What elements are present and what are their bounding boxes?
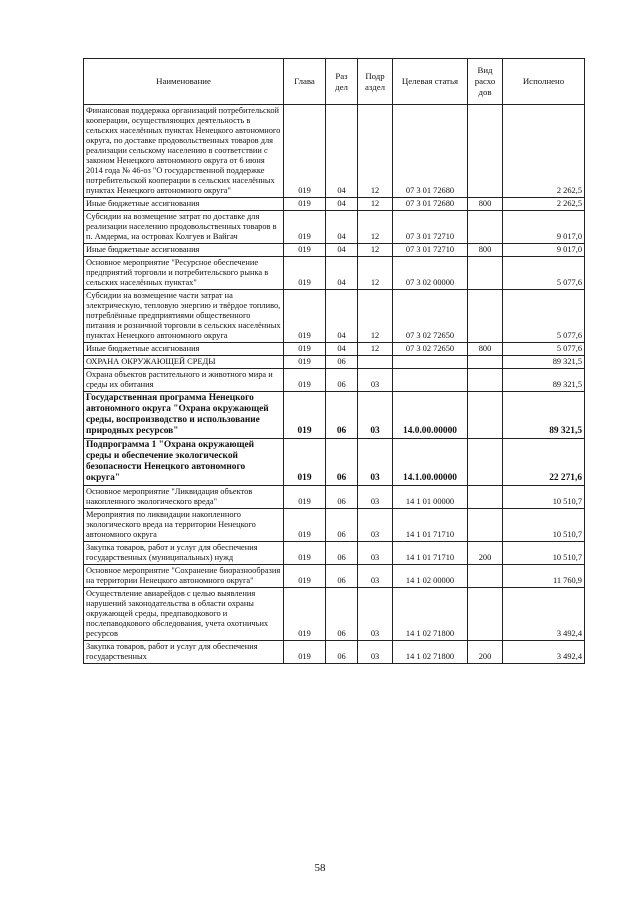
table-body: [84, 105, 585, 664]
row-name: Мероприятия по ликвидации накопленного экологического вреда на территории Ненецкого автономного округа: [84, 509, 284, 542]
table-row: [84, 244, 585, 257]
table-row: [84, 343, 585, 356]
table-row: [84, 439, 585, 486]
header-ispolneno: Исполнено: [503, 59, 585, 105]
row-podrazdel: 12: [358, 105, 393, 198]
row-name: Субсидии на возмещение затрат по доставке для реализации населению продовольственных товаров в п. Амдерма, на островах Колгуев и Вайгач: [84, 211, 284, 244]
row-glava: 019: [284, 356, 326, 369]
row-name: ОХРАНА ОКРУЖАЮЩЕЙ СРЕДЫ: [84, 356, 284, 369]
row-vid: [468, 369, 503, 392]
table-row: [84, 369, 585, 392]
header-podrazdel: Подр аздел: [358, 59, 393, 105]
table-row: [84, 356, 585, 369]
row-name: Охрана объектов растительного и животного мира и среды их обитания: [84, 369, 284, 392]
row-razdel: 06: [326, 486, 358, 509]
row-ispolneno: 10 510,7: [503, 486, 585, 509]
table-row: [84, 509, 585, 542]
budget-table: [83, 58, 585, 664]
row-razdel: 06: [326, 356, 358, 369]
row-statya: 14 1 01 71710: [393, 509, 468, 542]
table-row: [84, 257, 585, 290]
row-glava: 019: [284, 641, 326, 664]
row-glava: 019: [284, 257, 326, 290]
row-statya: 14 1 01 00000: [393, 486, 468, 509]
table-row: [84, 486, 585, 509]
row-glava: 019: [284, 542, 326, 565]
row-glava: 019: [284, 290, 326, 343]
row-podrazdel: 12: [358, 290, 393, 343]
row-vid: [468, 588, 503, 641]
row-razdel: 06: [326, 588, 358, 641]
row-statya: [393, 369, 468, 392]
row-name: Иные бюджетные ассигнования: [84, 343, 284, 356]
row-glava: 019: [284, 343, 326, 356]
header-name: Наименование: [84, 59, 284, 105]
row-statya: 07 3 01 72710: [393, 211, 468, 244]
row-vid: 200: [468, 542, 503, 565]
row-statya: 14.0.00.00000: [393, 392, 468, 439]
row-ispolneno: 5 077,6: [503, 290, 585, 343]
row-ispolneno: 89 321,5: [503, 369, 585, 392]
table-row: [84, 565, 585, 588]
row-ispolneno: 9 017,0: [503, 211, 585, 244]
row-ispolneno: 2 262,5: [503, 198, 585, 211]
row-statya: 07 3 02 00000: [393, 257, 468, 290]
row-name: Субсидии на возмещение части затрат на электрическую, тепловую энергию и твёрдое топливо, потреблённые предприятиями общественного питания и розничной торговли в сельских населённых пунктах Ненецкого автономного округа: [84, 290, 284, 343]
row-vid: [468, 356, 503, 369]
row-razdel: 04: [326, 244, 358, 257]
row-podrazdel: 12: [358, 211, 393, 244]
row-name: Государственная программа Ненецкого автономного округа "Охрана окружающей среды, воспроизводство и использование природных ресурсов": [84, 392, 284, 439]
row-podrazdel: 12: [358, 244, 393, 257]
row-podrazdel: 03: [358, 486, 393, 509]
row-vid: 800: [468, 343, 503, 356]
table-row: [84, 542, 585, 565]
row-vid: [468, 392, 503, 439]
row-ispolneno: 5 077,6: [503, 257, 585, 290]
row-razdel: 06: [326, 565, 358, 588]
row-name: Основное мероприятие "Ликвидация объектов накопленного экологического вреда": [84, 486, 284, 509]
row-statya: 14.1.00.00000: [393, 439, 468, 486]
row-glava: 019: [284, 369, 326, 392]
row-vid: 800: [468, 198, 503, 211]
table-row: [84, 211, 585, 244]
row-razdel: 04: [326, 290, 358, 343]
row-podrazdel: 03: [358, 392, 393, 439]
row-statya: 14 1 01 71710: [393, 542, 468, 565]
row-podrazdel: 03: [358, 565, 393, 588]
row-glava: 019: [284, 244, 326, 257]
header-glava: Глава: [284, 59, 326, 105]
row-name: Иные бюджетные ассигнования: [84, 198, 284, 211]
row-vid: [468, 211, 503, 244]
row-ispolneno: 10 510,7: [503, 509, 585, 542]
row-vid: 800: [468, 244, 503, 257]
row-glava: 019: [284, 439, 326, 486]
table-header-row: [84, 59, 585, 105]
row-glava: 019: [284, 198, 326, 211]
row-razdel: 06: [326, 542, 358, 565]
budget-table-page: [83, 58, 584, 664]
row-glava: 019: [284, 509, 326, 542]
row-statya: 14 1 02 71800: [393, 588, 468, 641]
row-name: Осуществление авиарейдов с целью выявления нарушений законодательства в области охраны окружающей среды, предпаводкового и послепаводкового обследования, учета охотничьих ресурсов: [84, 588, 284, 641]
row-razdel: 04: [326, 211, 358, 244]
row-glava: 019: [284, 105, 326, 198]
table-row: [84, 588, 585, 641]
table-row: [84, 105, 585, 198]
row-razdel: 04: [326, 105, 358, 198]
table-row: [84, 290, 585, 343]
row-glava: 019: [284, 565, 326, 588]
row-ispolneno: 89 321,5: [503, 356, 585, 369]
row-razdel: 06: [326, 641, 358, 664]
row-razdel: 06: [326, 439, 358, 486]
row-ispolneno: 2 262,5: [503, 105, 585, 198]
row-glava: 019: [284, 211, 326, 244]
row-statya: 07 3 02 72650: [393, 290, 468, 343]
row-name: Финансовая поддержка организаций потребительской кооперации, осуществляющих деятельность в сельских населённых пунктах Ненецкого автономного округа, по доставке продовольственных товаров для реализации сельскому населению в соответствии с законом Ненецкого автономного округа от 6 июня 2014 года № 46-оз "О государственной поддержке потребительской кооперации в сельских населённых пунктах Ненецкого автономного округа": [84, 105, 284, 198]
header-statya: Целевая статья: [393, 59, 468, 105]
row-razdel: 06: [326, 392, 358, 439]
table-row: [84, 198, 585, 211]
row-vid: 200: [468, 641, 503, 664]
row-vid: [468, 290, 503, 343]
row-glava: 019: [284, 486, 326, 509]
row-name: Закупка товаров, работ и услуг для обеспечения государственных: [84, 641, 284, 664]
row-razdel: 04: [326, 257, 358, 290]
row-podrazdel: 03: [358, 369, 393, 392]
row-vid: [468, 439, 503, 486]
row-statya: 07 3 01 72680: [393, 105, 468, 198]
row-podrazdel: 03: [358, 588, 393, 641]
row-name: Закупка товаров, работ и услуг для обеспечения государственных (муниципальных) нужд: [84, 542, 284, 565]
row-glava: 019: [284, 392, 326, 439]
header-razdel: Раз дел: [326, 59, 358, 105]
page-number: 58: [314, 862, 326, 874]
row-podrazdel: 12: [358, 198, 393, 211]
row-vid: [468, 509, 503, 542]
row-vid: [468, 257, 503, 290]
row-vid: [468, 105, 503, 198]
row-podrazdel: 03: [358, 509, 393, 542]
row-statya: 14 1 02 71800: [393, 641, 468, 664]
row-podrazdel: 03: [358, 641, 393, 664]
row-ispolneno: 11 760,9: [503, 565, 585, 588]
row-glava: 019: [284, 588, 326, 641]
row-podrazdel: 12: [358, 343, 393, 356]
row-vid: [468, 565, 503, 588]
row-statya: 07 3 02 72650: [393, 343, 468, 356]
row-ispolneno: 9 017,0: [503, 244, 585, 257]
row-razdel: 04: [326, 343, 358, 356]
row-razdel: 04: [326, 198, 358, 211]
row-podrazdel: 03: [358, 542, 393, 565]
table-row: [84, 641, 585, 664]
row-ispolneno: 3 492,4: [503, 588, 585, 641]
row-podrazdel: 03: [358, 439, 393, 486]
row-podrazdel: [358, 356, 393, 369]
row-statya: 07 3 01 72710: [393, 244, 468, 257]
row-name: Основное мероприятие "Ресурсное обеспечение предприятий торговли и потребительского рынка в сельских населённых пунктах": [84, 257, 284, 290]
row-podrazdel: 12: [358, 257, 393, 290]
row-statya: [393, 356, 468, 369]
row-name: Иные бюджетные ассигнования: [84, 244, 284, 257]
row-ispolneno: 22 271,6: [503, 439, 585, 486]
row-ispolneno: 89 321,5: [503, 392, 585, 439]
row-ispolneno: 10 510,7: [503, 542, 585, 565]
row-statya: 07 3 01 72680: [393, 198, 468, 211]
row-vid: [468, 486, 503, 509]
row-razdel: 06: [326, 509, 358, 542]
table-row: [84, 392, 585, 439]
row-razdel: 06: [326, 369, 358, 392]
row-statya: 14 1 02 00000: [393, 565, 468, 588]
row-ispolneno: 3 492,4: [503, 641, 585, 664]
header-vid: Вид расхо дов: [468, 59, 503, 105]
row-name: Подпрограмма 1 "Охрана окружающей среды и обеспечение экологической безопасности Ненецкого автономного округа": [84, 439, 284, 486]
row-ispolneno: 5 077,6: [503, 343, 585, 356]
row-name: Основное мероприятие "Сохранение биоразнообразия на территории Ненецкого автономного округа": [84, 565, 284, 588]
